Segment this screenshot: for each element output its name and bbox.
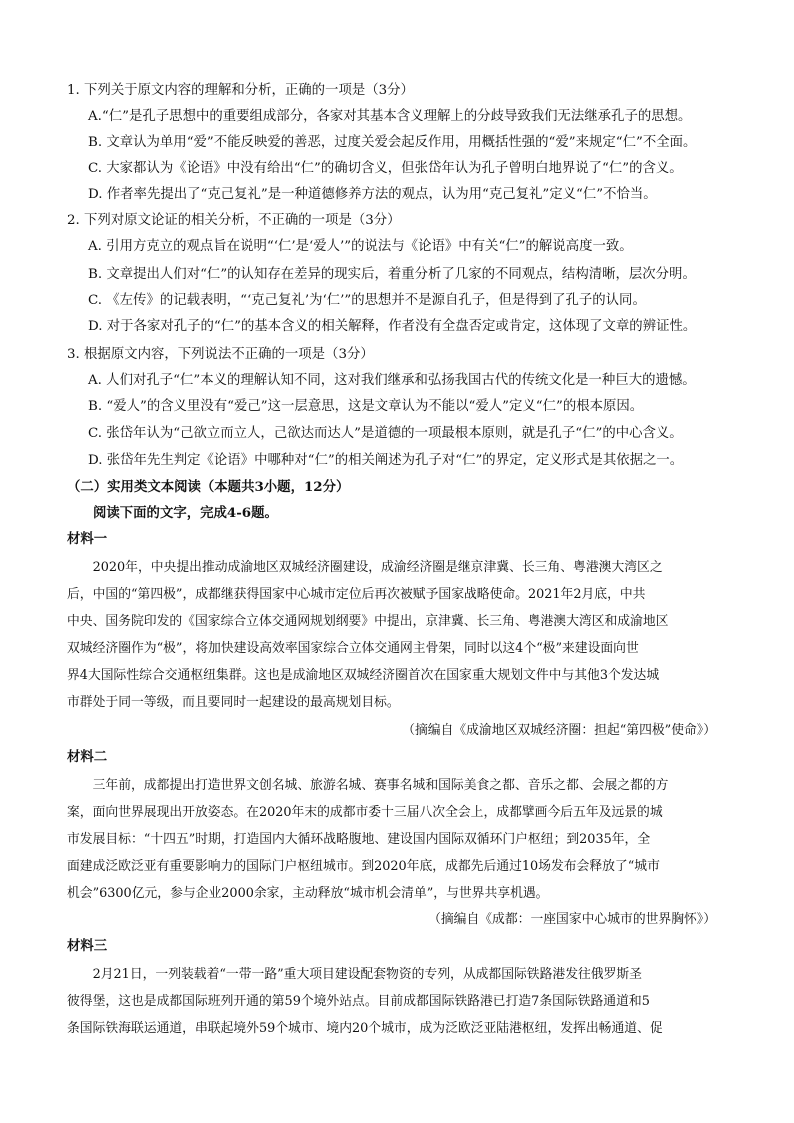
material-1-source: （摘编自《成渝地区双城经济圈：担起“第四极”使命》）	[402, 723, 716, 738]
material-1-line: 2020年，中央提出推动成渝地区双城经济圈建设，成渝经济圈是继京津冀、长三角、粤港澳大湾区之	[67, 560, 663, 575]
question-1-option-b: B. 文章认为单用“爱”不能反映爱的善恶，过度关爱会起反作用，用概括性强的“爱”来规定“仁”不全面。	[88, 135, 697, 150]
question-1-option-c: C. 大家都认为《论语》中没有给出“仁”的确切含义，但张岱年认为孔子曾明白地界说了“仁”的含义。	[88, 161, 683, 176]
material-2-line: 机会”6300亿元，参与企业2000余家，主动释放“城市机会清单”，与世界共享机遇。	[67, 886, 549, 901]
section-heading: （二）实用类文本阅读（本题共3小题，12分）	[67, 479, 350, 495]
material-3-title: 材料三	[67, 938, 108, 954]
question-2-option-a: A. 引用方克立的观点旨在说明“‘仁’是‘爱人’”的说法与《论语》中有关“仁”的解说高度一致。	[88, 239, 633, 254]
material-1-title: 材料一	[67, 531, 108, 547]
question-2-stem: 2. 下列对原文论证的相关分析，不正确的一项是（3分）	[67, 213, 401, 228]
question-2-option-b: B. 文章提出人们对“仁”的认知存在差异的现实后，着重分析了几家的不同观点，结构清晰，层次分明。	[88, 267, 696, 282]
material-2-line: 案，面向世界展现出开放姿态。在2020年末的成都市委十三届八次全会上，成都擘画今后五年及远景的城	[67, 805, 663, 820]
material-1-body	[67, 554, 729, 716]
question-1-option-d: D. 作者率先提出了“克己复礼”是一种道德修养方法的观点，认为用“克己复礼”定义“仁”不恰当。	[88, 187, 657, 202]
question-2-option-d: D. 对于各家对孔子的“仁”的基本含义的相关解释，作者没有全盘否定或肯定，这体现了文章的辨证性。	[88, 319, 697, 334]
material-2-line: 面建成泛欧泛亚有重要影响力的国际门户枢纽城市。到2020年底，成都先后通过10场发布会释放了“城市	[67, 859, 660, 874]
material-3-line: 条国际铁海联运通道，串联起境外59个城市、境内20个城市，成为泛欧泛亚陆港枢纽，发挥出畅通道、促	[67, 1021, 663, 1036]
question-3-option-c: C. 张岱年认为“己欲立而立人，己欲达而达人”是道德的一项最根本原则，就是孔子“仁”的中心含义。	[88, 426, 683, 441]
material-1-line: 界4大国际性综合交通枢纽集群。这也是成渝地区双城经济圈首次在国家重大规划文件中与其他3个发达城	[67, 668, 660, 683]
material-1-line: 中央、国务院印发的《国家综合立体交通网规划纲要》中提出，京津冀、长三角、粤港澳大湾区和成渝地区	[67, 614, 669, 629]
material-2-source: （摘编自《成都：一座国家中心城市的世界胸怀》）	[428, 912, 716, 927]
question-3-option-b: B. “爱人”的含义里没有“爱己”这一层意思，这是文章认为不能以“爱人”定义“仁”的根本原因。	[88, 399, 644, 414]
question-3-option-a: A. 人们对孔子“仁”本义的理解认知不同，这对我们继承和弘扬我国古代的传统文化是一种巨大的遗憾。	[88, 373, 696, 388]
material-1-line: 后，中国的“第四极”，成都继获得国家中心城市定位后再次被赋予国家战略使命。2021年2月底，中共	[67, 587, 646, 602]
material-2-title: 材料二	[67, 749, 108, 765]
question-1-stem: 1. 下列关于原文内容的理解和分析，正确的一项是（3分）	[67, 83, 414, 98]
material-3-line: 2月21日，一列装载着“一带一路”重大项目建设配套物资的专列，从成都国际铁路港发往俄罗斯圣	[67, 967, 642, 982]
question-1-option-a: A.“仁”是孔子思想中的重要组成部分，各家对其基本含义理解上的分歧导致我们无法继承孔子的思想。	[88, 109, 692, 124]
material-3-line: 彼得堡，这也是成都国际班列开通的第59个境外站点。目前成都国际铁路港已打造7条国际铁路通道和5	[67, 994, 650, 1009]
question-2-option-c: C. 《左传》的记载表明，“‘克己复礼’为‘仁’”的思想并不是源自孔子，但是得到了孔子的认同。	[88, 293, 646, 308]
material-3-body	[67, 961, 729, 1042]
material-2-body	[67, 772, 729, 907]
question-3-stem: 3. 根据原文内容，下列说法不正确的一项是（3分）	[67, 347, 374, 362]
question-3-option-d: D. 张岱年先生判定《论语》中哪种对“仁”的相关阐述为孔子对“仁”的界定，定义形式是其依据之一。	[88, 453, 684, 468]
section-instruction: 阅读下面的文字，完成4-6题。	[93, 505, 278, 521]
material-1-line: 市群处于同一等级，而且要同时一起建设的最高规划目标。	[67, 695, 400, 710]
material-2-line: 三年前，成都提出打造世界文创名城、旅游名城、赛事名城和国际美食之都、音乐之都、会展之都的方	[67, 778, 669, 793]
material-2-line: 市发展目标：“十四五”时期，打造国内大循环战略腹地、建设国内国际双循环门户枢纽；到2035年，全	[67, 832, 651, 847]
material-1-line: 双城经济圈作为“极”，将加快建设高效率国家综合立体交通网主骨架，同时以这4个“极”来建设面向世	[67, 641, 639, 656]
